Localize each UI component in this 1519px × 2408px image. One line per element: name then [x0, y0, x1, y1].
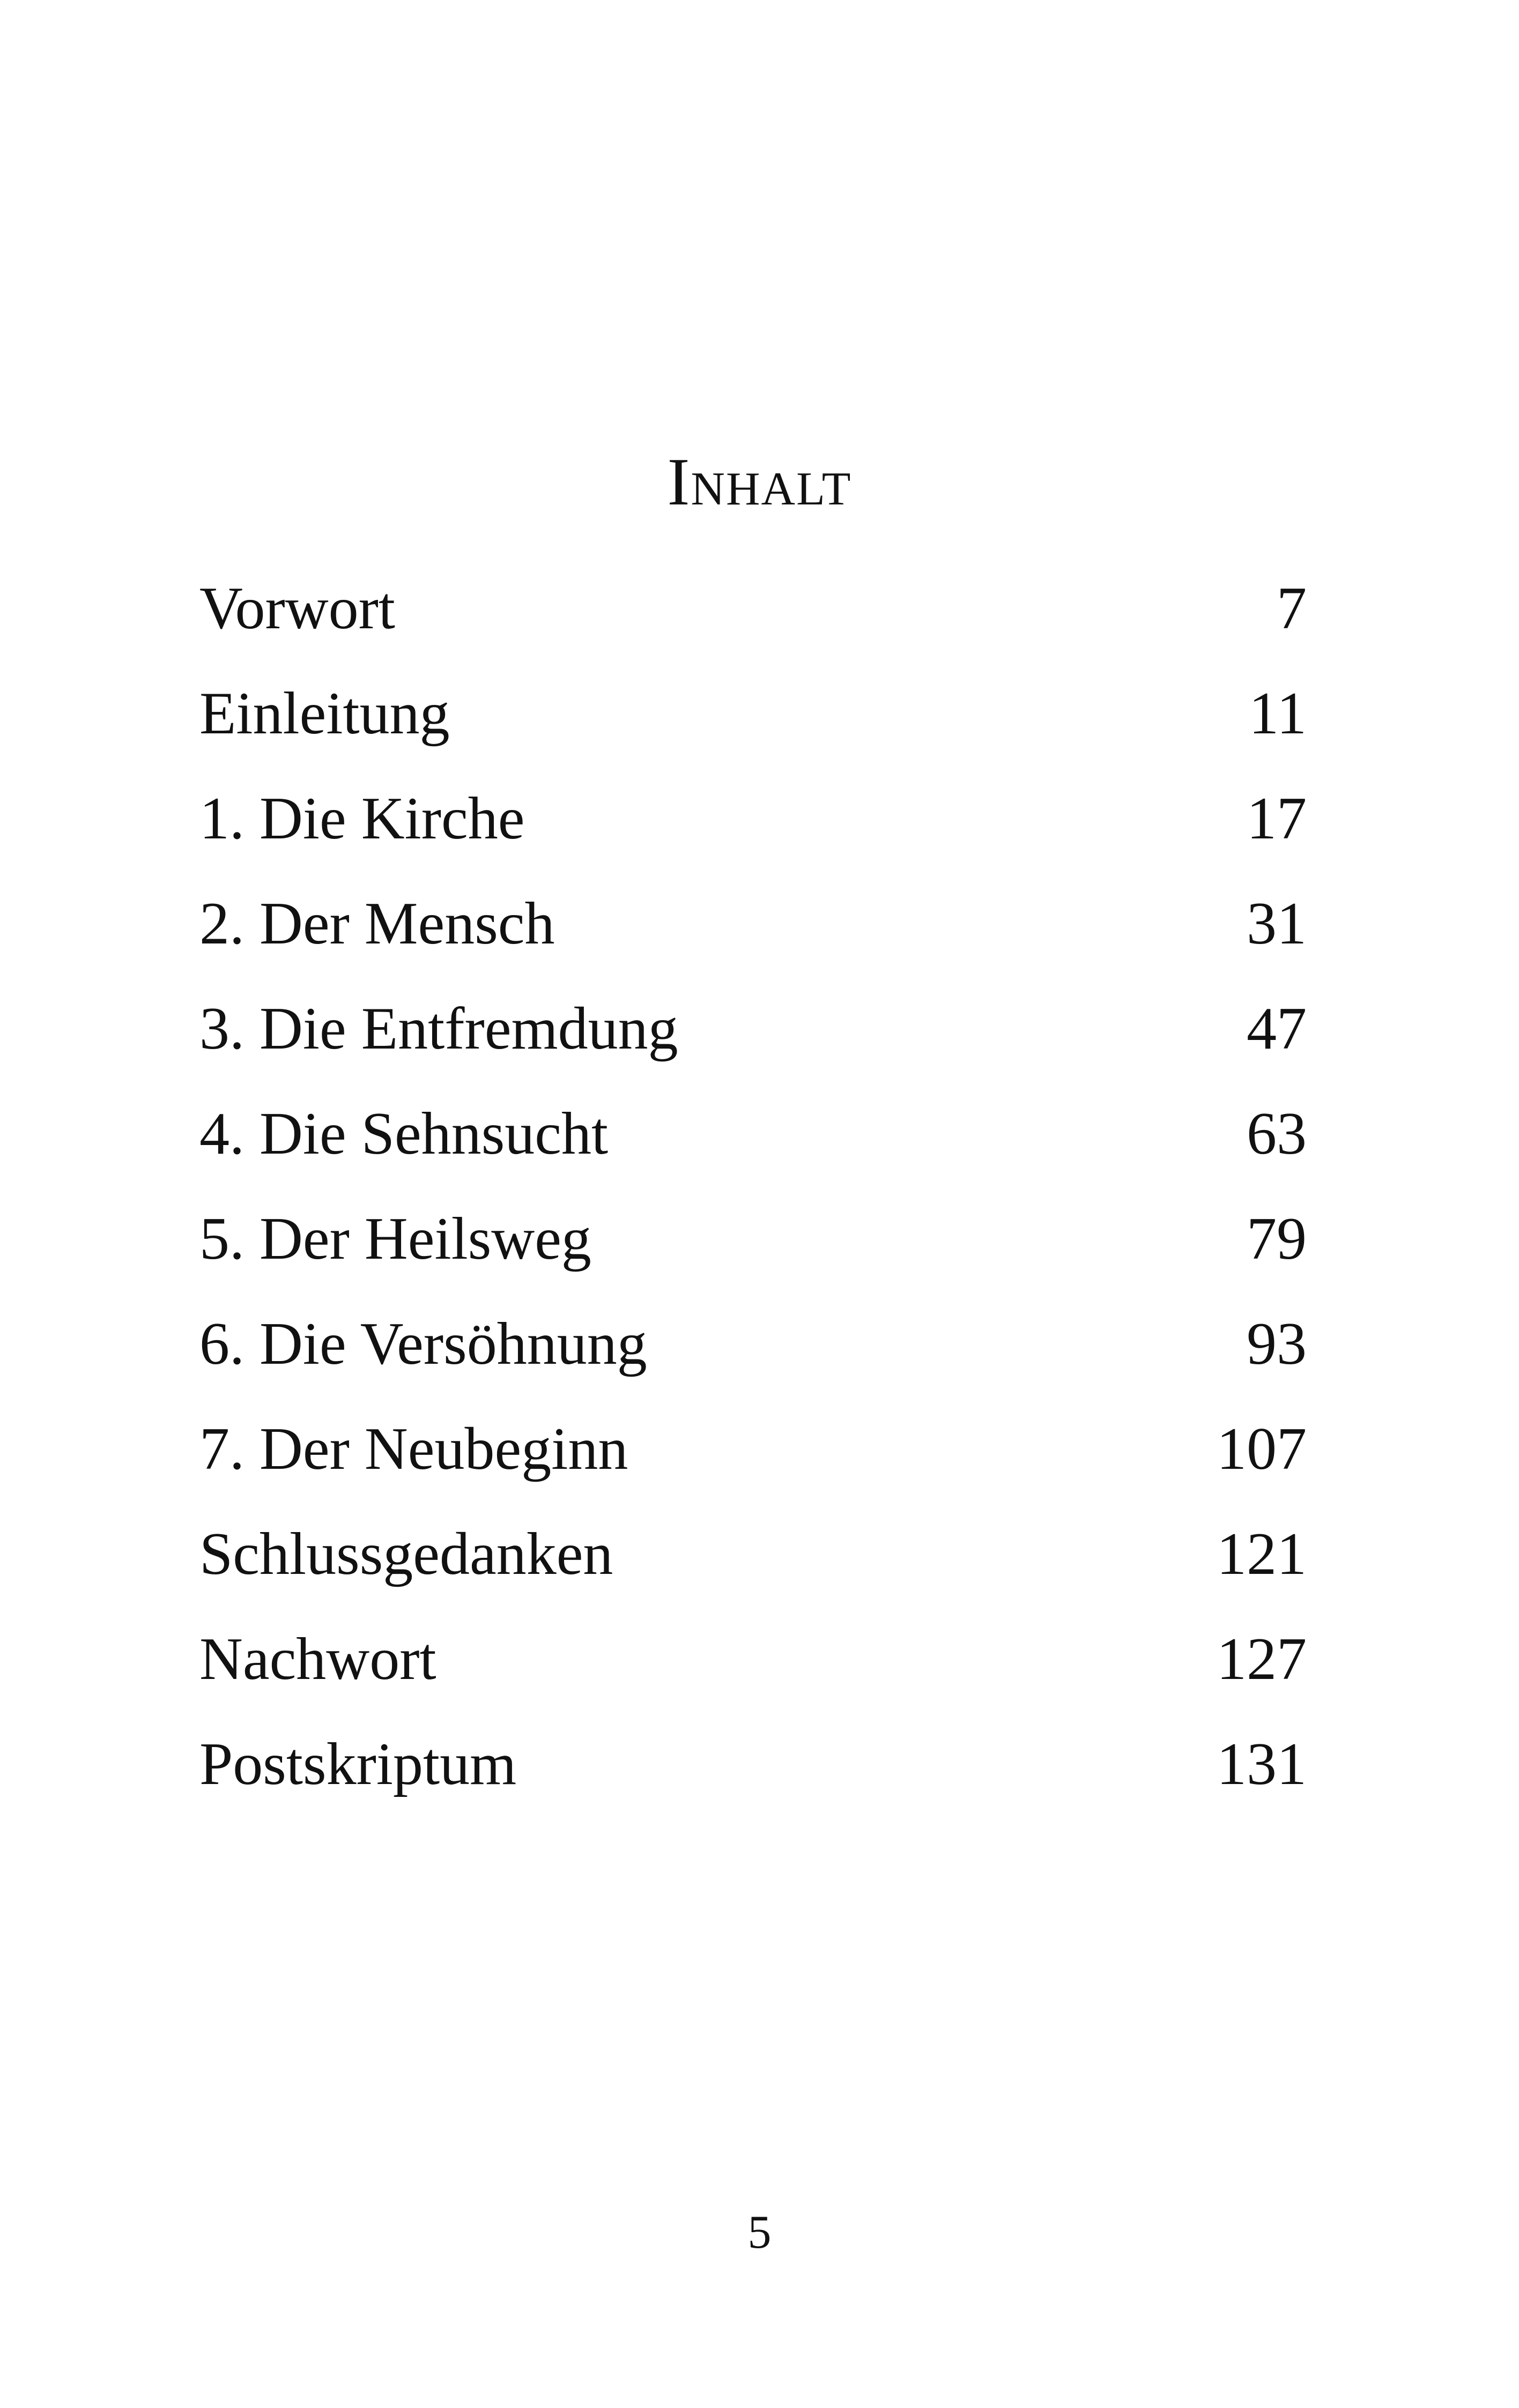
- toc-entry-einleitung[interactable]: [199, 673, 1307, 778]
- page-number: 5: [747, 2206, 772, 2258]
- toc-entry-page: 93: [1247, 1311, 1307, 1377]
- toc-entry-label: 4. Die Sehnsucht: [199, 1101, 609, 1167]
- toc-entry-vorwort[interactable]: [199, 568, 1307, 673]
- toc-entry-page: 17: [1247, 785, 1307, 852]
- toc-entry-label: 2. Der Mensch: [199, 890, 555, 957]
- toc-entry-chapter-7[interactable]: [199, 1409, 1307, 1514]
- toc-entry-postskriptum[interactable]: [199, 1724, 1307, 1829]
- toc-entry-page: 31: [1247, 890, 1307, 957]
- toc-entry-chapter-1[interactable]: [199, 778, 1307, 883]
- toc-entry-page: 47: [1247, 995, 1307, 1062]
- toc-entry-page: 7: [1277, 575, 1307, 642]
- toc-entry-label: Postskriptum: [199, 1731, 517, 1797]
- toc-entry-schlussgedanken[interactable]: [199, 1514, 1307, 1619]
- toc-entry-chapter-4[interactable]: [199, 1094, 1307, 1199]
- toc-entry-page: 131: [1217, 1731, 1307, 1797]
- toc-entry-label: Vorwort: [199, 575, 396, 642]
- toc-entry-page: 63: [1247, 1101, 1307, 1167]
- toc-entry-page: 79: [1247, 1206, 1307, 1272]
- toc-entry-label: Nachwort: [199, 1626, 436, 1692]
- toc-entry-chapter-6[interactable]: [199, 1304, 1307, 1409]
- toc-entry-page: 107: [1217, 1416, 1307, 1482]
- table-of-contents: [199, 568, 1307, 1829]
- toc-entry-page: 11: [1249, 680, 1307, 747]
- toc-entry-chapter-3[interactable]: [199, 989, 1307, 1094]
- toc-entry-nachwort[interactable]: [199, 1619, 1307, 1724]
- toc-entry-page: 121: [1217, 1521, 1307, 1587]
- page-title: Inhalt: [667, 445, 852, 519]
- toc-entry-label: 6. Die Versöhnung: [199, 1311, 647, 1377]
- toc-entry-page: 127: [1217, 1626, 1307, 1692]
- toc-entry-label: 1. Die Kirche: [199, 785, 525, 852]
- toc-entry-label: 3. Die Entfremdung: [199, 995, 678, 1062]
- toc-entry-chapter-2[interactable]: [199, 883, 1307, 989]
- toc-entry-label: 7. Der Neubeginn: [199, 1416, 628, 1482]
- toc-entry-chapter-5[interactable]: [199, 1199, 1307, 1304]
- toc-entry-label: 5. Der Heilsweg: [199, 1206, 591, 1272]
- toc-entry-label: Schlussgedanken: [199, 1521, 613, 1587]
- toc-entry-label: Einleitung: [199, 680, 450, 747]
